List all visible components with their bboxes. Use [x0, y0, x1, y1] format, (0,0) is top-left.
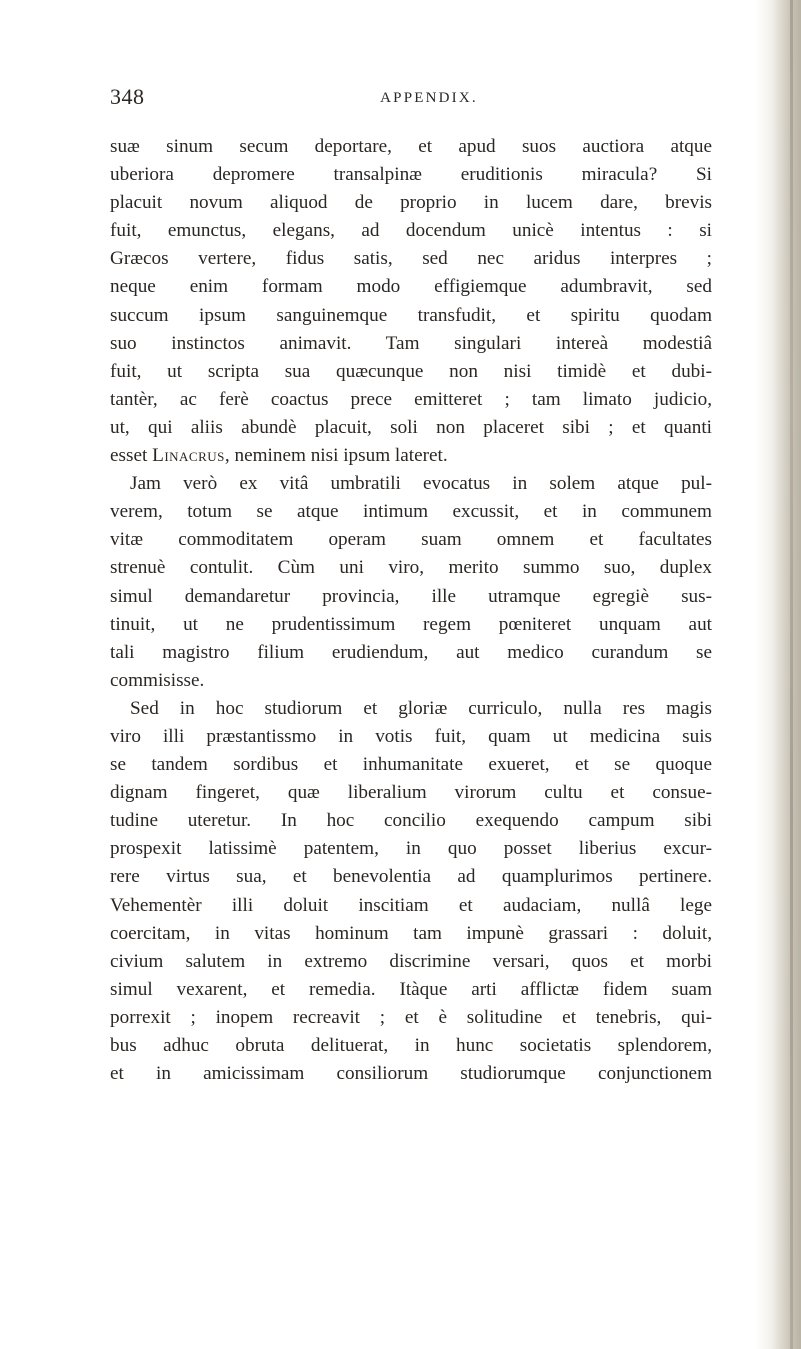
text-line: suæ sinum secum deportare, et apud suos auctiora atque: [110, 136, 712, 157]
text-line: succum ipsum sanguinemque transfudit, et spiritu quodam: [110, 304, 712, 326]
page-edge-line: [790, 0, 793, 1349]
text-run: esset: [110, 445, 153, 467]
page-header: [110, 80, 712, 120]
text-line: Græcos vertere, fidus satis, sed nec aridus interpres ;: [110, 248, 712, 270]
text-line: tudine uteretur. In hoc concilio exequendo campum sibi: [110, 810, 712, 832]
text-line: commisisse.: [110, 669, 205, 691]
text-line: [110, 442, 712, 470]
text-line: porrexit ; inopem recreavit ; et è solitudine et tenebris, qui-: [110, 1006, 712, 1028]
text-line: dignam fingeret, quæ liberalium virorum cultu et consue-: [110, 782, 712, 804]
text-line: ut, qui aliis abundè placuit, soli non placeret sibi ; et quanti: [110, 416, 712, 438]
text-line: verem, totum se atque intimum excussit, et in communem: [110, 501, 712, 523]
text-line: simul demandaretur provincia, ille utramque egregiè sus-: [110, 585, 712, 607]
author-name: Linacrus: [152, 445, 225, 467]
running-head: APPENDIX.: [380, 90, 478, 106]
text-line: placuit novum aliquod de proprio in lucem dare, brevis: [110, 192, 712, 214]
text-line: tantèr, ac ferè coactus prece emitteret ; tam limato judicio,: [110, 388, 712, 410]
paragraph-1: [110, 133, 712, 470]
body-text: [110, 133, 712, 1088]
text-line: Jam verò ex vitâ umbratili evocatus in solem atque pul-: [130, 473, 712, 495]
text-line: coercitam, in vitas hominum tam impunè grassari : doluit,: [110, 922, 712, 944]
text-line: prospexit latissimè patentem, in quo posset liberius excur-: [110, 838, 712, 860]
paragraph-2: [110, 470, 712, 695]
text-line: viro illi præstantissmo in votis fuit, quam ut medicina suis: [110, 725, 712, 747]
page-number: 348: [110, 84, 145, 109]
text-line: rere virtus sua, et benevolentia ad quamplurimos pertinere.: [110, 866, 712, 888]
paragraph-3: [110, 695, 712, 1088]
text-line: uberiora depromere transalpinæ eruditionis miracula? Si: [110, 164, 712, 186]
text-line: civium salutem in extremo discrimine versari, quos et morbi: [110, 950, 712, 972]
text-line: vitæ commoditatem operam suam omnem et facultates: [110, 529, 712, 551]
text-line: Sed in hoc studiorum et gloriæ curriculo, nulla res magis: [130, 697, 712, 719]
text-line: Vehementèr illi doluit inscitiam et audaciam, nullâ lege: [110, 894, 712, 916]
text-line: bus adhuc obruta delituerat, in hunc societatis splendorem,: [110, 1035, 712, 1056]
text-line: fuit, emunctus, elegans, ad docendum unicè intentus : si: [110, 220, 712, 242]
text-line: suo instinctos animavit. Tam singulari intereà modestiâ: [110, 332, 712, 354]
text-line: neque enim formam modo effigiemque adumbravit, sed: [110, 276, 712, 298]
text-line: se tandem sordibus et inhumanitate exueret, et se quoque: [110, 754, 712, 776]
text-line: tali magistro filium erudiendum, aut medico curandum se: [110, 641, 712, 663]
text-line: tinuit, ut ne prudentissimum regem pœniteret unquam aut: [110, 613, 712, 635]
text-line: simul vexarent, et remedia. Itàque arti afflictæ fidem suam: [110, 978, 712, 1000]
text-line: et in amicissimam consiliorum studiorumque conjunctionem: [110, 1063, 712, 1085]
text-run: , neminem nisi ipsum lateret.: [224, 445, 448, 467]
text-line: fuit, ut scripta sua quæcunque non nisi timidè et dubi-: [110, 360, 712, 382]
page-edge-shadow: [755, 0, 801, 1349]
text-line: strenuè contulit. Cùm uni viro, merito summo suo, duplex: [110, 557, 712, 579]
